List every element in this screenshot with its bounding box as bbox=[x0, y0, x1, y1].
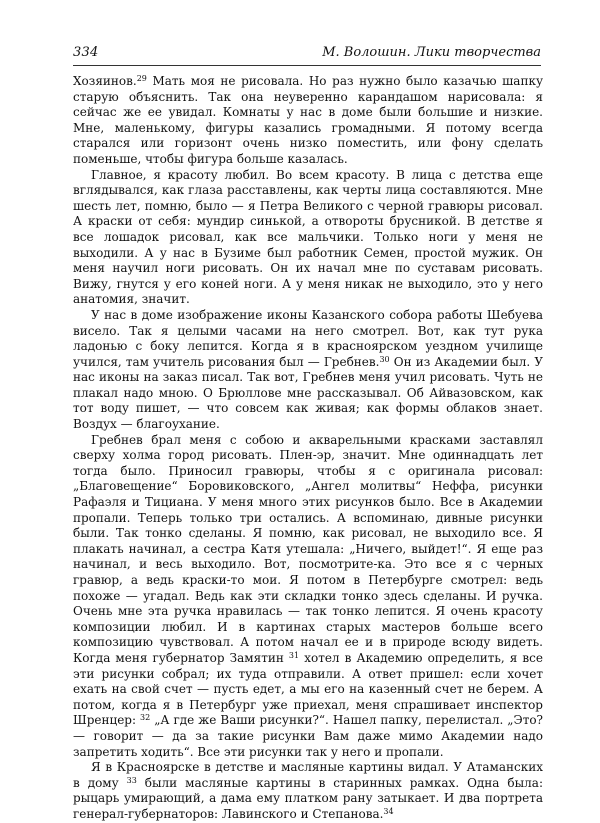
text-run: Гребнев брал меня с собою и акварельными красками заставлял сверху холма город рисовать. Плен-эр, значит. Мне одиннадцать лет тогда было. Приносил гравюры, чтобы я с оригинала рисовал: „Благовещение“ Боровиковского, „Ангел молитвы“ Неффа, рисунки Рафаэля и Тициана. У меня много этих рисунков было. Все в Академии пропали. Теперь только три остались. А вспоминаю, дивные рисунки были. Так тонко сделаны. Я помню, как рисовал, не выходило все. Я плакать начинал, а сестра Катя утешала: „Ничего, выйдет!“. Я еще раз начинал, и весь выходило. Вот, посмотрите-ка. Это все я с черных гравюр, а ведь краски-то мои. Я потом в Петербурге смотрел: ведь похоже — угадал. Ведь как эти складки тонко здесь сделаны. И ручка. Очень мне эта ручка нравилась — так тонко лепится. Я очень красоту композиции любил. И в картинах старых мастеров больше всего композицию чувствовал. А потом начал ее и в природе всюду видеть. Когда меня губернатор Замятин bbox=[73, 432, 543, 665]
footnote-ref: 29 bbox=[136, 74, 147, 83]
text-run: „А где же Ваши рисунки?“. Нашел папку, перелистал. „Это? — говорит — да за такие рисунки Вам даже мимо Академии надо запретить ходить“. Все эти рисунки так у него и пропали. bbox=[73, 713, 543, 759]
text-run: Мать моя не рисовала. Но раз нужно было казачью шапку старую объяснить. Так она неуверенно карандашом нарисовала: я сейчас же ее увидал. Комнаты у нас в доме были большие и низкие. Мне, маленькому, фигуры казались громадными. Я потому всегда старался или горизонт очень низко поместить, или фону сделать поменьше, чтобы фигура больше казалась. bbox=[73, 74, 543, 166]
text-run: Главное, я красоту любил. Во всем красоту. В лица с детства еще вглядывался, как глаза расставлены, как черты лица составляются. Мне шесть лет, помню, было — я Петра Великого с черной гравюры рисовал. А краски от себя: мундир синькой, а отвороты брусникой. В детстве я все лошадок рисовал, как все мальчики. Только ноги у меня не выходили. А у нас в Бузиме был работник Семен, простой мужик. Он меня научил ноги рисовать. Он их начал мне по суставам рисовать. Вижу, гнутся у его коней ноги. А у меня никак не выходило, это у него анатомия, значит. bbox=[73, 167, 543, 307]
text-run: Он из Академии был. У нас иконы на заказ писал. Так вот, Гребнев меня учил рисовать. Чуть не плакал надо мною. О Брюллове мне рассказывал. Об Айвазовском, как тот воду пишет, — что совсем как живая; как формы облаков знает. Воздух — благоухание. bbox=[73, 354, 543, 432]
footnote-ref: 34 bbox=[383, 806, 394, 816]
text-run: были масляные картины в старинных рамках. Одна была: рыцарь умирающий, а дама ему платком рану затыкает. И два портрета генерал-губернаторов: Лавинского и Степанова. bbox=[73, 775, 543, 821]
text-run: хотел в Академию определить, я все эти рисунки собрал; их туда отправили. А ответ пришел: если хочет ехать на свой счет — пусть едет, а мы его на казенный счет не берем. А потом, когда я в Петербург уже приехал, меня спрашивает инспектор Шренцер: bbox=[73, 650, 544, 728]
paragraph-4 bbox=[73, 433, 543, 760]
text-run: Я в Красноярске в детстве и масляные картины видал. У Атаманских в дому bbox=[73, 760, 543, 790]
paragraph-1 bbox=[73, 74, 543, 168]
paragraph-2 bbox=[73, 168, 543, 308]
paragraph-5 bbox=[73, 760, 543, 822]
footnote-ref: 33 bbox=[126, 775, 137, 785]
body-text bbox=[73, 74, 543, 823]
footnote-ref: 32 bbox=[140, 713, 151, 723]
footnote-ref: 30 bbox=[379, 354, 390, 364]
text-run: Хозяинов. bbox=[73, 74, 137, 88]
running-header bbox=[73, 43, 541, 66]
text-run: У нас в доме изображение иконы Казанского собора работы Шебуева висело. Так я целыми часами на него смотрел. Вот, как тут рука ладонью с боку лепится. Когда я в красноярском уездном училище учился, там учитель рисования был — Гребнев. bbox=[73, 307, 543, 369]
running-title: М. Волошин. Лики творчества bbox=[322, 45, 541, 60]
footnote-ref: 31 bbox=[288, 650, 300, 660]
paragraph-3 bbox=[73, 308, 543, 433]
page-number: 334 bbox=[73, 45, 99, 60]
